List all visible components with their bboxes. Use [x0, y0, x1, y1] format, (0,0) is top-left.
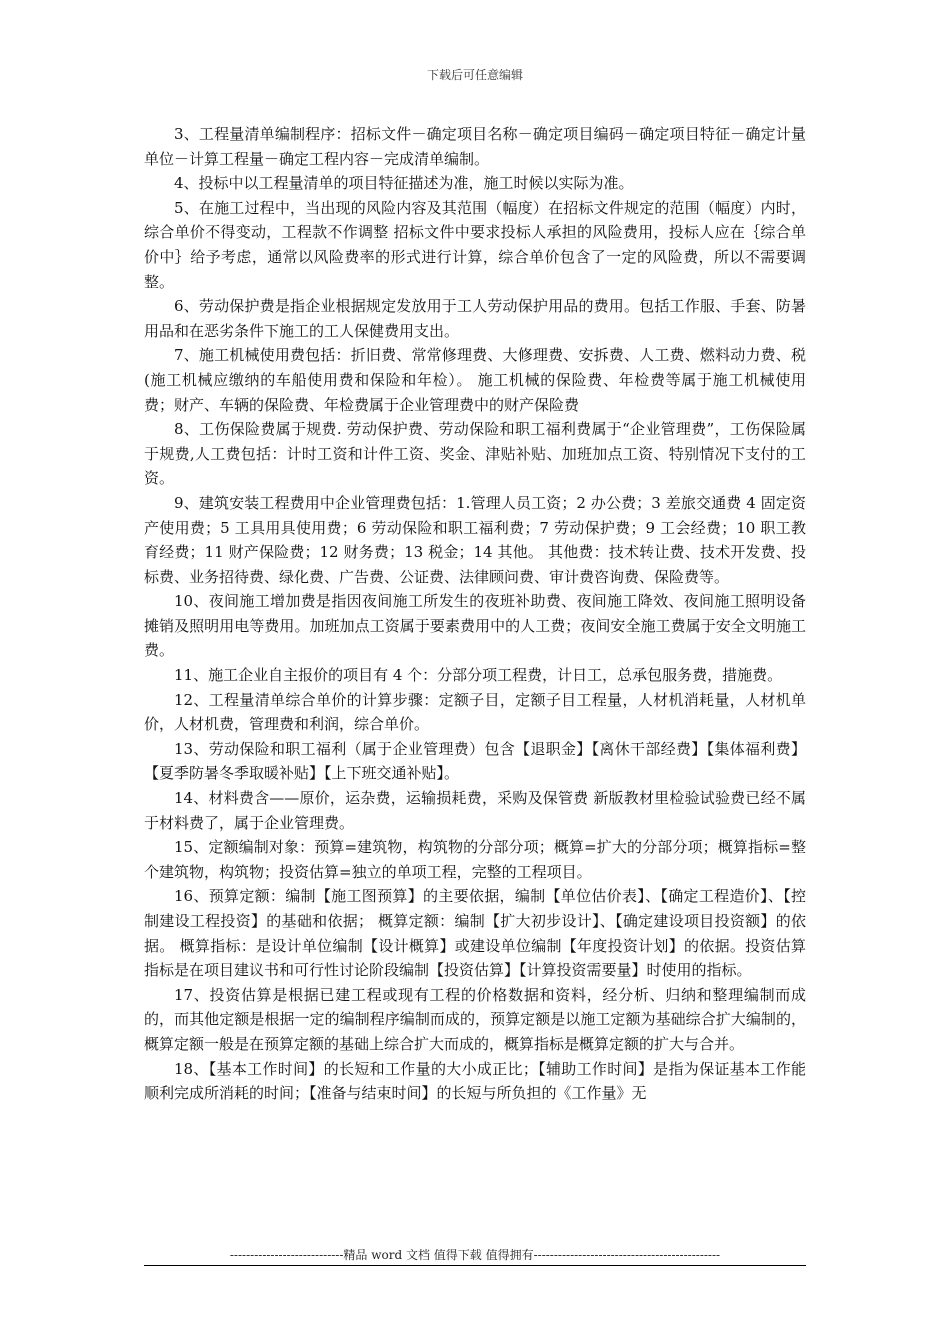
paragraph-5: 5、在施工过程中，当出现的风险内容及其范围（幅度）在招标文件规定的范围（幅度）内时，综合单价不得变动，工程款不作调整 招标文件中要求投标人承担的风险费用，投标人应在｛综合单价中｝给予考虑，通常以风险费率的形式进行计算，综合单价包含了一定的风险费，所以不需要调整。	[144, 198, 806, 291]
paragraph-16: 16、预算定额：编制【施工图预算】的主要依据，编制【单位估价表】、【确定工程造价】、【控制建设工程投资】的基础和依据； 概算定额：编制【扩大初步设计】、【确定建设项目投资额】的依据。 概算指标：是设计单位编制【设计概算】或建设单位编制【年度投资计划】的依据。投资估算指标是在项目建议书和可行性讨论阶段编制【投资估算】【计算投资需要量】时使用的指标。	[144, 887, 806, 980]
paragraph-6: 6、劳动保护费是指企业根据规定发放用于工人劳动保护用品的费用。包括工作服、手套、防暑用品和在恶劣条件下施工的工人保健费用支出。	[144, 297, 806, 340]
paragraph-18: 18、【基本工作时间】的长短和工作量的大小成正比；【辅助工作时间】是指为保证基本工作能顺利完成所消耗的时间；【准备与结束时间】的长短与所负担的《工作量》无	[144, 1059, 806, 1103]
paragraph-12: 12、工程量清单综合单价的计算步骤：定额子目，定额子目工程量，人材机消耗量，人材机单价，人材机费，管理费和利润，综合单价。	[144, 690, 806, 734]
paragraph-15: 15、定额编制对象：预算=建筑物，构筑物的分部分项；概算=扩大的分部分项；概算指标=整个建筑物，构筑物；投资估算=独立的单项工程，完整的工程项目。	[144, 838, 806, 881]
paragraph-3: 3、工程量清单编制程序：招标文件－确定项目名称－确定项目编码－确定项目特征－确定计量单位－计算工程量－确定工程内容－完成清单编制。	[144, 125, 806, 168]
page-header: 下载后可任意编辑	[426, 68, 523, 82]
paragraph-13: 13、劳动保险和职工福利（属于企业管理费）包含【退职金】【离休干部经费】【集体福利费】【夏季防暑冬季取暖补贴】【上下班交通补贴】。	[144, 739, 806, 783]
paragraph-10: 10、夜间施工增加费是指因夜间施工所发生的夜班补助费、夜间施工降效、夜间施工照明设备摊销及照明用电等费用。加班加点工资属于要素费用中的人工费；夜间安全施工费属于安全文明施工费。	[144, 592, 806, 660]
document-body	[144, 122, 806, 1106]
paragraph-8: 8、工伤保险费属于规费. 劳动保护费、劳动保险和职工福利费属于“企业管理费”，工伤保险属于规费,人工费包括：计时工资和计件工资、奖金、津贴补贴、加班加点工资、特别情况下支付的工资。	[144, 420, 806, 488]
footer-divider	[144, 1265, 806, 1266]
paragraph-4: 4、投标中以工程量清单的项目特征描述为准，施工时候以实际为准。	[174, 174, 634, 193]
paragraph-14: 14、材料费含——原价，运杂费，运输损耗费，采购及保管费 新版教材里检验试验费已经不属于材料费了，属于企业管理费。	[144, 789, 806, 832]
page-footer: ----------------------------精品 word 文档 值得下载 值得拥有----------------------------------------------	[229, 1248, 721, 1262]
paragraph-17: 17、投资估算是根据已建工程或现有工程的价格数据和资料，经分析、归纳和整理编制而成的，而其他定额是根据一定的编制程序编制而成的，预算定额是以施工定额为基础综合扩大编制的，概算定额一般是在预算定额的基础上综合扩大而成的，概算指标是概算定额的扩大与合并。	[144, 985, 806, 1053]
paragraph-7: 7、施工机械使用费包括：折旧费、常常修理费、大修理费、安拆费、人工费、燃料动力费、税(施工机械应缴纳的车船使用费和保险和年检）。 施工机械的保险费、年检费等属于施工机械使用费；财产、车辆的保险费、年检费属于企业管理费中的财产保险费	[144, 346, 806, 414]
paragraph-9: 9、建筑安装工程费用中企业管理费包括：1.管理人员工资；2 办公费；3 差旅交通费 4 固定资产使用费；5 工具用具使用费；6 劳动保险和职工福利费；7 劳动保护费；9 工会经费；10 职工教育经费；11 财产保险费；12 财务费；13 税金；14 其他。 其他费：技术转让费、技术开发费、投标费、业务招待费、绿化费、广告费、公证费、法律顾问费、审计费咨询费、保险费等。	[144, 493, 806, 586]
paragraph-11: 11、施工企业自主报价的项目有 4 个：分部分项工程费，计日工，总承包服务费，措施费。	[174, 666, 783, 685]
